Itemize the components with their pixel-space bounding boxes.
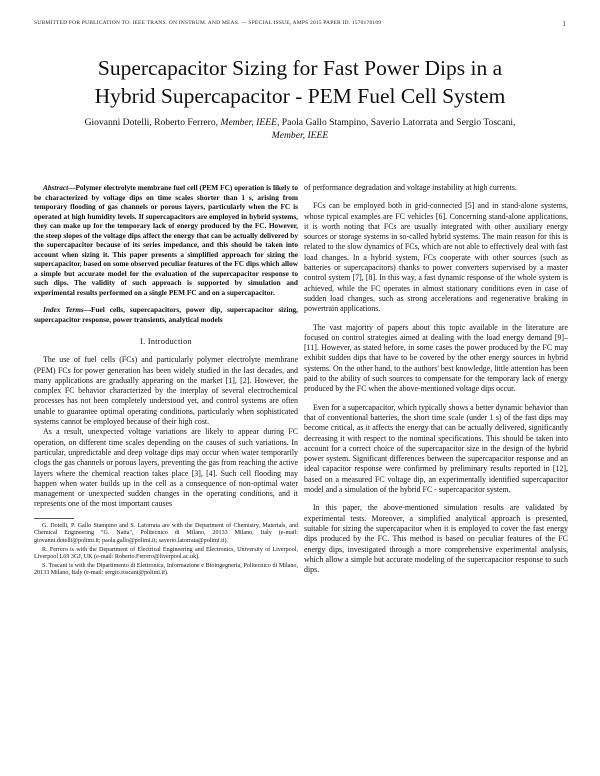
index-terms-label: Index Terms [43, 305, 84, 314]
right-column [304, 183, 568, 575]
right-paragraph-0: of performance degradation and voltage instability at high currents. [304, 183, 517, 192]
right-paragraph-2: The vast majority of papers about this topic available in the literature are focused on control strategies aimed at dealing with the load energy demand [9]–[11]. However, as stated before, in some cases the power produced by the FC may exhibit sudden dips that have to be covered by the other energy sources in hybrid systems. On the other hand, to the authors' best knowledge, little attention has been paid to the ability of such sources to compensate for the temporary lack of energy produced by the FC when the above-mentioned voltage dips occur. [304, 322, 568, 394]
intro-paragraph-1: The use of fuel cells (FCs) and particularly polymer electrolyte membrane (PEM) FCs for power generation has been widely studied in the last decades, and many applications are gradually appearing on the market [1], [2]. However, the complex FC behavior characterized by the interplay of several electrochemical processes has not been completely understood yet, and control systems are often unable to guarantee optimal operating conditions, particularly when sophisticated systems cannot be employed because of their high cost. [34, 355, 298, 427]
paper-title [30, 54, 570, 110]
member-label-2: Member, IEEE [271, 129, 329, 141]
right-paragraph-3: Even for a supercapacitor, which typically shows a better dynamic behavior than that of conventional batteries, the short time scale (under 1 s) of the fast dips may become critical, as it affects the energy that can be actually delivered, significantly decreasing it with respect to the nominal specifications. This should be taken into account for a correct choice of the supercapacitor size in the design of the hybrid power system. Significant differences between the supercapacitor response and an ideal capacitor response were confirmed by preliminary results reported in [12], based on a measured FC voltage dip, an experimentally identified supercapacitor model and a simulation of the hybrid FC - supercapacitor system. [304, 402, 568, 495]
right-paragraph-1: FCs can be employed both in grid-connected [5] and in stand-alone systems, whose typical examples are FC vehicles [6]. Concerning stand-alone applications, it is worth noting that FCs are usually integrated with other auxiliary energy sources or storage systems in so-called hybrid systems. The main reason for this is related to the slow dynamics of FCs, which are not able to effectively deal with fast load changes. In a hybrid system, FCs cooperate with other sources (such as batteries or supercapacitors) thanks to power converters supervised by a master control system [7], [8]. In this way, a fast dynamic response of the whole system is achieved, while the FC operates in almost stationary conditions even in case of sudden load changes, such as strong accelerations and regenerative braking in powertrain applications. [304, 201, 568, 314]
authors-part-2: , Paola Gallo Stampino, Saverio Latorrata and Sergio Toscani, [276, 117, 516, 128]
member-label-1: Member, IEEE [220, 117, 277, 128]
section-heading-introduction: I. Introduction [140, 337, 192, 346]
title-line-1: Supercapacitor Sizing for Fast Power Dips in a [97, 56, 503, 80]
footnote-1: G. Dotelli, P. Gallo Stampino and S. Latorrata are with the Department of Chemistry, Materials, and Chemical Engineering "G. Natta", Politecnico di Milano, 20133 Milano, Italy (e-mail: giovanni.dotelli@polimi.it; paola.gallo@polimi.it; saverio.latorrata@polimi.it). [34, 522, 298, 544]
title-line-2: Hybrid Supercapacitor - PEM Fuel Cell System [94, 84, 506, 108]
page-number: 1 [562, 20, 566, 28]
running-head [34, 20, 566, 26]
left-column [34, 183, 298, 579]
footnote-3: S. Toscani is with the Dipartimento di Elettronica, Informazione e Bioingegneria, Politecnico di Milano, 20133 Milano, Italy (e-mail: sergio.toscani@polimi.it). [34, 562, 298, 577]
right-paragraph-4: In this paper, the above-mentioned simulation results are validated by experimental tests. Moreover, a simplified analytical approach is presented, suitable for sizing the supercapacitor when it is employed to cover the fast energy dips produced by the FC. This method is based on peculiar features of the FC energy dips, investigated through a more comprehensive experimental analysis, which allow a simple but accurate modeling of the supercapacitor response to such dips. [304, 503, 568, 575]
index-terms-text: —Fuel cells, supercapacitors, power dip, supercapacitor sizing, supercapacitor response, power transients, analytical models [34, 305, 299, 324]
authors-part-1: Giovanni Dotelli, Roberto Ferrero, [84, 117, 221, 128]
author-list [40, 117, 560, 142]
abstract-label: Abstract [43, 183, 69, 192]
footnote-divider [34, 518, 74, 519]
footnote-2: R. Ferrero is with the Department of Electrical Engineering and Electronics, University of Liverpool, Liverpool L69 3GJ, UK (e-mail: Roberto.Ferrero@liverpool.ac.uk). [34, 546, 298, 561]
abstract-text: —Polymer electrolyte membrane fuel cell (PEM FC) operation is likely to be characterized by voltage dips on time scales shorter than 1 s, arising from temporary flooding of gas channels or porous layers, particularly when the FC is operated at high humidity levels. If supercapacitors are employed in hybrid systems, they can make up for the temporary lack of energy produced by the FC. However, the steep slopes of the voltage dips affect the energy that can be actually delivered by the supercapacitor because of its series impedance, and this should be taken into account when sizing it. This paper presents a simplified approach for sizing the supercapacitor, based on some observed peculiar features of the FC dips which allow a simple but accurate model for the evaluation of the supercapacitor response to such dips. The validity of such approach is supported by simulation and experimental results performed on a single PEM FC and on a supercapacitor. [34, 183, 298, 297]
running-head-text: SUBMITTED FOR PUBLICATION TO: IEEE TRANS. ON INSTRUM. AND MEAS. — SPECIAL ISSUE, AMPS 2015 PAPER ID. 1570170109 [34, 20, 382, 26]
abstract [34, 183, 298, 297]
index-terms [34, 305, 298, 324]
intro-paragraph-2: As a result, unexpected voltage variations are likely to appear during FC operation, on different time scales depending on the causes of such variations. In particular, unpredictable and deep voltage dips may occur when water temporarily clogs the gas channels or porous layers, preventing the gas from reaching the active layers where the chemical reaction takes place [3], [4]. Such cell flooding may happen when water builds up in the cell as a consequence of non-optimal water management or unexpected sudden changes in the operating conditions, and it represents one of the most important causes [34, 427, 298, 509]
